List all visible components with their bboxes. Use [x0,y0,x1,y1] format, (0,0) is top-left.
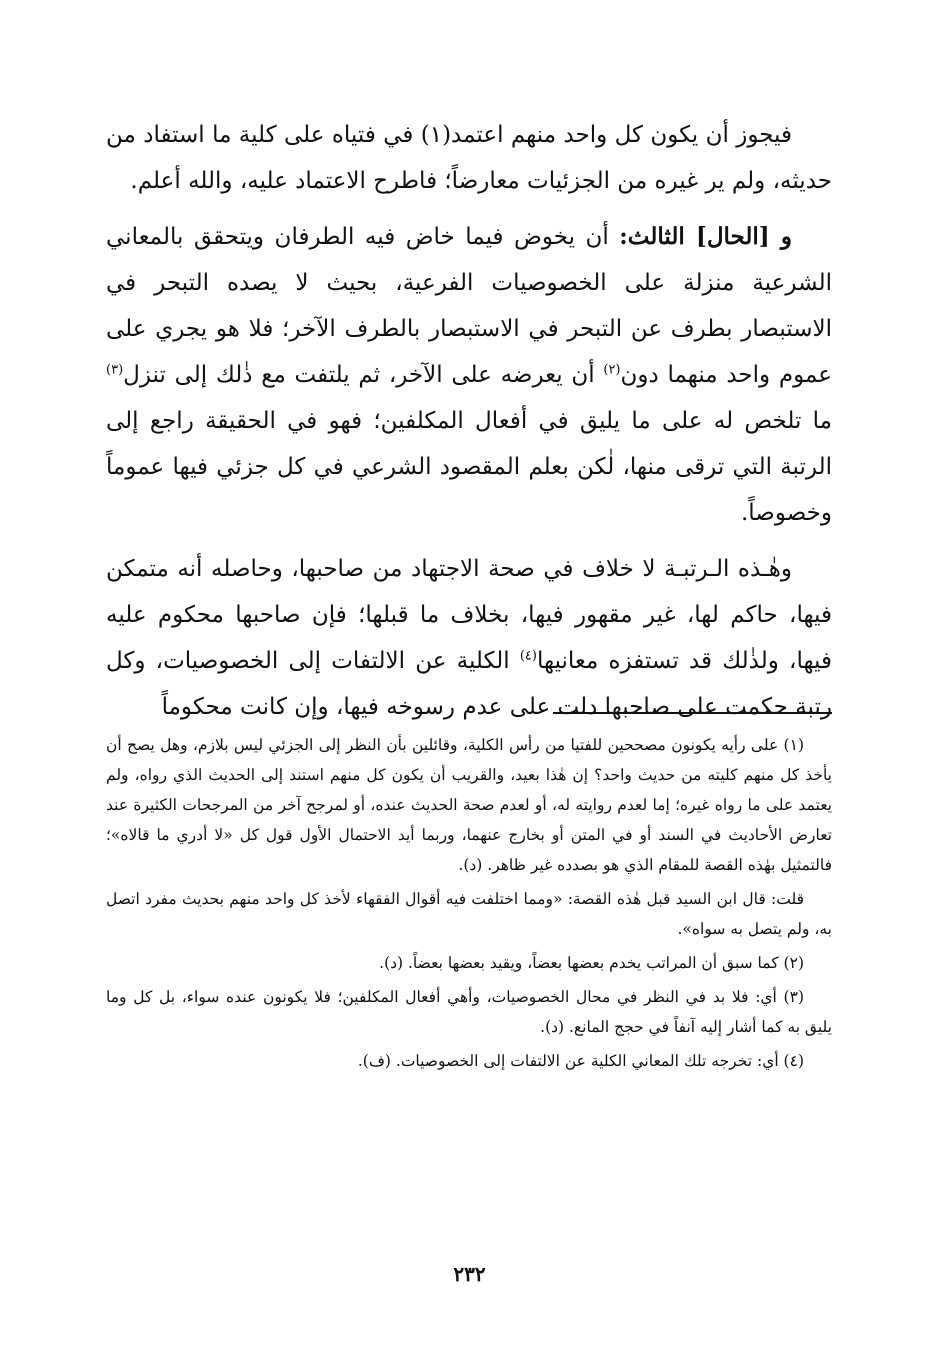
footnote-1-note: قلت: قال ابن السيد قبل هٰذه القصة: «ومما اختلفت فيه أقوال الفقهاء لأخذ كل واحد منهم بحديث مفرد اتصل به، ولم يتصل به سواه». [106,890,832,938]
footnote-ref-2: (٢) [603,362,621,378]
paragraph-2-text-c: ما تلخص له على ما يليق في أفعال المكلفين؛ فهو في الحقيقة راجع إلى الرتبة التي ترقى منها، لٰكن بعلم المقصود الشرعي في كل جزئي فيها عموماً وخصوصاً. [106,408,832,526]
paragraph-3-text-a: وهٰـذه الـرتبـة لا خلاف في صحة الاجتهاد من صاحبها، وحاصله أنه متمكن فيها، حاكم لها، غير مقهور فيها، بخلاف ما قبلها؛ فإن صاحبها محكوم عليه فيها، ولذٰلك قد تستفزه معانيها [106,556,832,674]
main-text [106,112,832,730]
footnote-ref-4: (٤) [519,648,537,664]
footnote-3: (٣) أي: فلا بد في النظر في محال الخصوصيات، وأهي أفعال المكلفين؛ فلا يكونون عنده سواء، بل كل وما يليق به كما أشار إليه آنفاً في حجج المانع. (د). [106,988,832,1036]
paragraph-2-text-a: أن يخوض فيما خاض فيه الطرفان ويتحقق بالمعاني الشرعية منزلة على الخصوصيات الفرعية، بحيث لا يصده التبحر في الاستبصار بطرف عن التبحر في الاستبصار بالطرف الآخر؛ فلا هو يجري على عموم واحد منهما دون [106,224,832,388]
paragraph-2-text-b: أن يعرضه على الآخر، ثم يلتفت مع ذٰلك إلى تنزل [123,362,604,388]
paragraph-3-text-b: الكلية عن الالتفات إلى الخصوصيات، وكل رتبة حكمت على صاحبها دلت على عدم رسوخه فيها، وإن كانت محكوماً [106,648,832,720]
paragraph-3 [106,546,832,730]
paragraph-2 [106,214,832,536]
footnote-2: (٢) كما سبق أن المراتب يخدم بعضها بعضاً، ويقيد بعضها بعضاً. (د). [379,954,804,972]
paragraph-1: فيجوز أن يكون كل واحد منهم اعتمد(١) في فتياه على كلية ما استفاد من حديثه، ولم ير غيره من الجزئيات معارضاً؛ فاطرح الاعتماد عليه، والله أعلم. [106,122,832,194]
footnote-ref-3: (٣) [106,362,124,378]
footnote-divider [553,712,832,714]
footnote-4: (٤) أي: تخرجه تلك المعاني الكلية عن الالتفات إلى الخصوصيات. (ف). [357,1052,804,1070]
footnotes [106,730,832,1080]
footnote-1: (١) على رأيه يكونون مصححين للفتيا من رأس الكلية، وقائلين بأن النظر إلى الجزئي ليس بلازم، وهل يصح أن يأخذ كل منهم كليته من حديث واحد؟ إن هٰذا بعيد، والقريب أن يكون كل منهم استند إلى الحديث الذي رواه، ولم يعتمد على ما رواه غيره؛ إما لعدم روايته له، أو لعدم صحة الحديث عنده، أو لمرجح آخر من المرجحات الكثيرة عند تعارض الأحاديث في السند أو في المتن أو بخارج عنهما، وربما أيد الاحتمال الأول قول كل «لا أدري ما قالاه»؛ فالتمثيل بهٰذه القصة للمقام الذي هو بصدده غير ظاهر. (د). [106,736,832,874]
section-heading-third-state: و [الحال] الثالث: [619,223,793,250]
page-number: ٢٣٢ [453,1262,486,1286]
